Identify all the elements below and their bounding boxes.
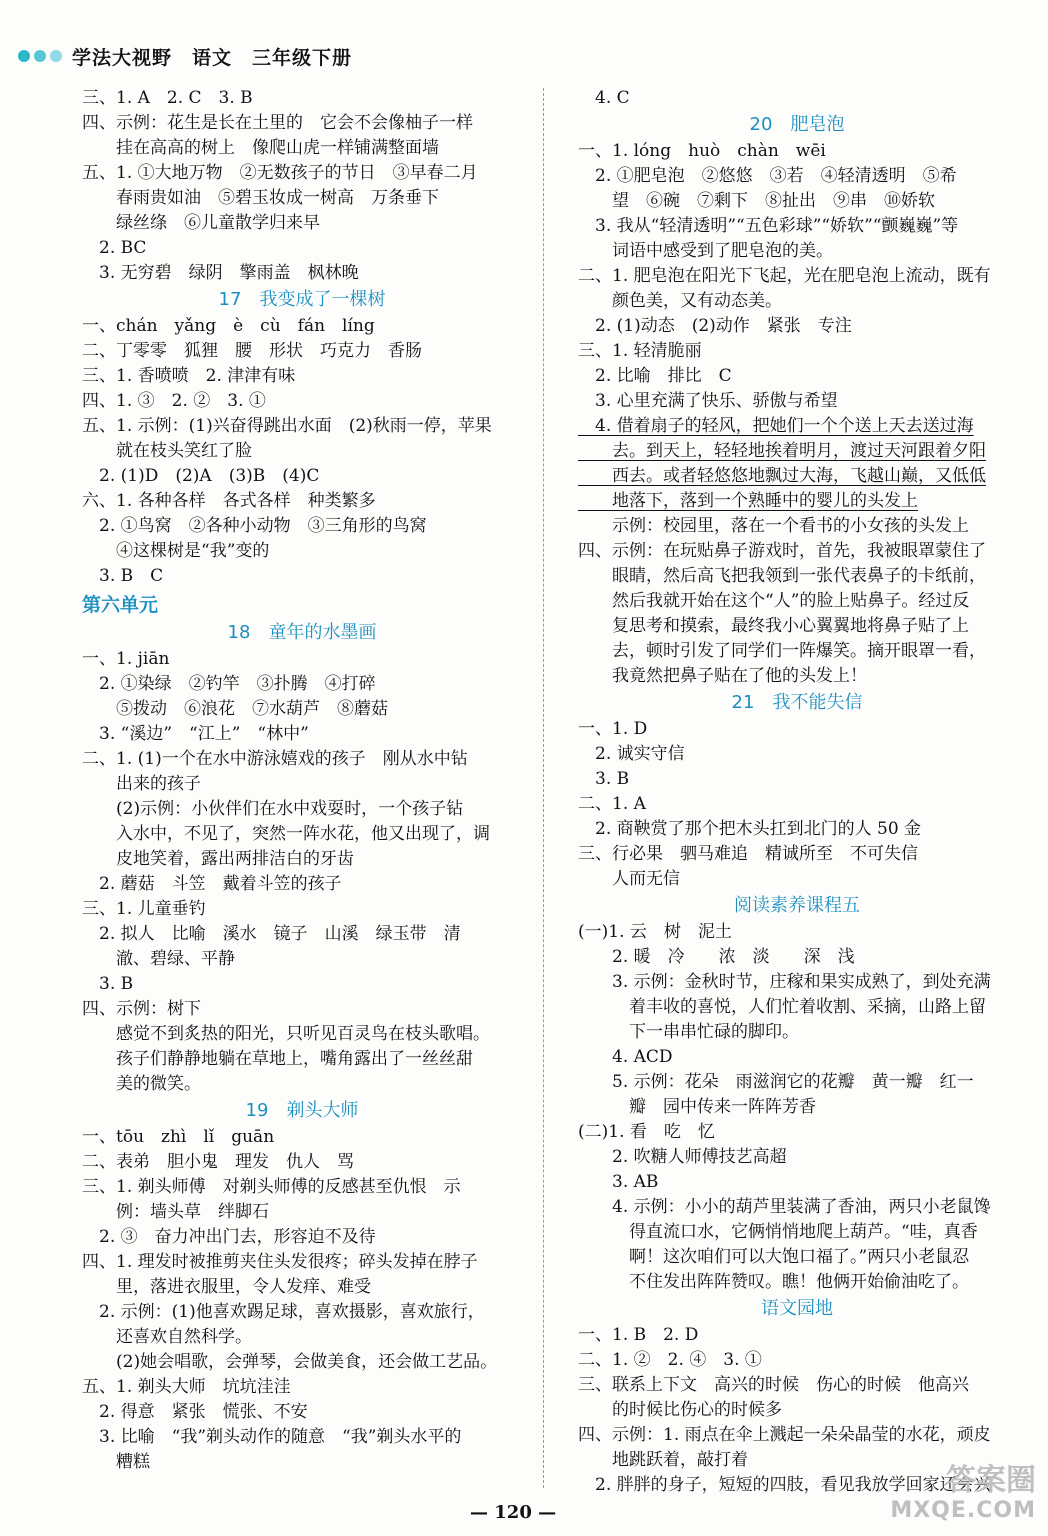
answer-line: 着丰收的喜悦，人们忙着收割、采摘，山路上留 xyxy=(578,997,986,1017)
lesson-title: 19 剃头大师 xyxy=(245,1100,359,1121)
answer-line: 2. 示例：(1)他喜欢踢足球，喜欢摄影，喜欢旅行， xyxy=(82,1302,485,1322)
answer-line: 3. 比喻 “我”剃头动作的随意 “我”剃头水平的 xyxy=(82,1427,462,1447)
lesson-title: 17 我变成了一棵树 xyxy=(218,289,386,310)
answer-line: 2. (1)动态 (2)动作 紧张 专注 xyxy=(578,316,852,336)
answer-line: 4. C xyxy=(578,88,630,108)
lesson-title: 语文园地 xyxy=(761,1298,833,1319)
answer-line: (二)1. 看 吃 忆 xyxy=(578,1122,715,1142)
answer-line: (一)1. 云 树 泥土 xyxy=(578,922,732,942)
answer-line: 三、行必果 驷马难追 精诚所至 不可失信 xyxy=(578,844,918,864)
answer-line: 一、tōu zhì lǐ guān xyxy=(82,1127,275,1147)
answer-line: 绿丝绦 ⑥儿童散学归来早 xyxy=(82,213,320,233)
answer-line: 去，顿时引发了同学们一阵爆笑。摘开眼罩一看， xyxy=(578,641,986,661)
answer-line: 瓣 园中传来一阵阵芳香 xyxy=(578,1097,816,1117)
answer-line: 复思考和摸索，最终我小心翼翼地将鼻子贴了上 xyxy=(578,616,969,636)
answer-line: 二、1. ② 2. ④ 3. ① xyxy=(578,1350,762,1370)
answer-line: 五、1. 示例：(1)兴奋得跳出水面 (2)秋雨一停，苹果 xyxy=(82,416,492,436)
answer-line: 人而无信 xyxy=(578,869,680,889)
answer-line: 3. AB xyxy=(578,1172,659,1192)
answer-line: 一、1. D xyxy=(578,719,648,739)
answer-line: 二、丁零零 狐狸 腰 形状 巧克力 香肠 xyxy=(82,341,422,361)
answer-line: 5. 示例：花朵 雨滋润它的花瓣 黄一瓣 红一 xyxy=(578,1072,974,1092)
answer-line: 3. 无穷碧 绿阴 擎雨盖 枫林晚 xyxy=(82,263,359,283)
answer-line: 三、1. 剃头师傅 对剃头师傅的反感甚至仇恨 示 xyxy=(82,1177,461,1197)
answer-line: 一、1. lóng huò chàn wēi xyxy=(578,141,826,161)
answer-line: 出来的孩子 xyxy=(82,774,201,794)
answer-line: 一、chán yǎng è cù fán líng xyxy=(82,316,375,336)
answer-line: 糟糕 xyxy=(82,1452,150,1472)
answer-line: 挂在高高的树上 像爬山虎一样铺满整面墙 xyxy=(82,138,439,158)
answer-line: 春雨贵如油 ⑤碧玉妆成一树高 万条垂下 xyxy=(82,188,439,208)
watermark-logo xyxy=(890,1463,1036,1526)
answer-line: ④这棵树是“我”变的 xyxy=(82,541,270,561)
answer-line: 我竟然把鼻子贴在了他的头发上！ xyxy=(578,666,867,686)
right-column xyxy=(578,86,1016,1498)
watermark-url: MXQE.COM xyxy=(890,1498,1036,1523)
answer-line: 下一串串忙碌的脚印。 xyxy=(578,1022,799,1042)
answer-line: 的时候比伤心的时候多 xyxy=(578,1400,782,1420)
answer-line: 2. 得意 紧张 慌张、不安 xyxy=(82,1402,308,1422)
answer-line: 2. ①肥皂泡 ②悠悠 ③若 ④轻清透明 ⑤希 xyxy=(578,166,957,186)
answer-line: 3. B xyxy=(578,769,630,789)
column-divider xyxy=(543,88,544,1488)
answer-line: 三、联系上下文 高兴的时候 伤心的时候 他高兴 xyxy=(578,1375,969,1395)
answer-line: 三、1. A 2. C 3. B xyxy=(82,88,253,108)
answer-line: 四、1. ③ 2. ② 3. ① xyxy=(82,391,266,411)
answer-line: 六、1. 各种各样 各式各样 种类繁多 xyxy=(82,491,376,511)
answer-line: 2. ③ 奋力冲出门去，形容迫不及待 xyxy=(82,1227,376,1247)
lesson-title: 阅读素养课程五 xyxy=(734,895,860,916)
answer-line: 二、1. (1)一个在水中游泳嬉戏的孩子 刚从水中钻 xyxy=(82,749,468,769)
page-header xyxy=(18,40,352,72)
answer-line: 眼睛，然后高飞把我领到一张代表鼻子的卡纸前， xyxy=(578,566,986,586)
answer-line: 4. ACD xyxy=(578,1047,673,1067)
answer-line: 地跳跃着，敲打着 xyxy=(578,1450,748,1470)
answer-line: 四、示例：树下 xyxy=(82,999,201,1019)
answer-line: 3. 示例：金秋时节，庄稼和果实成熟了，到处充满 xyxy=(578,972,991,992)
answer-line: 三、1. 儿童垂钓 xyxy=(82,899,206,919)
answer-line: 四、示例：花生是长在土里的 它会不会像柚子一样 xyxy=(82,113,473,133)
lesson-title: 18 童年的水墨画 xyxy=(227,622,377,643)
answer-line: 4. 借着扇子的轻风，把她们一个个送上天去送过海 xyxy=(578,416,974,436)
answer-line: 示例：校园里，落在一个看书的小女孩的头发上 xyxy=(578,516,969,536)
answer-line: 去。到天上，轻轻地挨着明月，渡过天河跟着夕阳 xyxy=(578,441,986,461)
answer-line: 地落下，落到一个熟睡中的婴儿的头发上 xyxy=(578,491,918,511)
answer-line: 二、1. 肥皂泡在阳光下飞起，光在肥皂泡上流动，既有 xyxy=(578,266,991,286)
answer-line: 五、1. 剃头大师 坑坑洼洼 xyxy=(82,1377,291,1397)
answer-line: 澈、碧绿、平静 xyxy=(82,949,235,969)
answer-line: 四、示例：在玩贴鼻子游戏时，首先，我被眼罩蒙住了 xyxy=(578,541,986,561)
answer-line: (2)她会唱歌，会弹琴，会做美食，还会做工艺品。 xyxy=(82,1352,498,1372)
answer-line: 然后我就开始在这个“人”的脸上贴鼻子。经过反 xyxy=(578,591,970,611)
answer-line: 孩子们静静地躺在草地上，嘴角露出了一丝丝甜 xyxy=(82,1049,473,1069)
answer-line: 2. 蘑菇 斗笠 戴着斗笠的孩子 xyxy=(82,874,342,894)
answer-line: ⑤拨动 ⑥浪花 ⑦水葫芦 ⑧蘑菇 xyxy=(82,699,388,719)
answer-line: 颜色美，又有动态美。 xyxy=(578,291,782,311)
answer-line: 2. 比喻 排比 C xyxy=(578,366,732,386)
answer-line: 四、示例：1. 雨点在伞上溅起一朵朵晶莹的水花，顽皮 xyxy=(578,1425,991,1445)
answer-line: 三、1. 轻清脆丽 xyxy=(578,341,702,361)
answer-line: 四、1. 理发时被推剪夹住头发很疼；碎头发掉在脖子 xyxy=(82,1252,478,1272)
answer-line: 2. BC xyxy=(82,238,147,258)
answer-line: 2. 吹糖人师傅技艺高超 xyxy=(578,1147,787,1167)
answer-line: 二、1. A xyxy=(578,794,646,814)
answer-line: 二、表弟 胆小鬼 理发 仇人 骂 xyxy=(82,1152,354,1172)
answer-line: 2. 拟人 比喻 溪水 镜子 山溪 绿玉带 清 xyxy=(82,924,461,944)
answer-line: 3. 心里充满了快乐、骄傲与希望 xyxy=(578,391,838,411)
answer-line: 西去。或者轻悠悠地飘过大海，飞越山巅，又低低 xyxy=(578,466,986,486)
answer-line: 2. 暖 冷 浓 淡 深 浅 xyxy=(578,947,855,967)
answer-line: 2. 诚实守信 xyxy=(578,744,685,764)
answer-line: 2. ①鸟窝 ②各种小动物 ③三角形的鸟窝 xyxy=(82,516,427,536)
answer-line: 美的微笑。 xyxy=(82,1074,201,1094)
answer-line: 得直流口水，它俩悄悄地爬上葫芦。“哇，真香 xyxy=(578,1222,978,1242)
answer-line: 不住发出阵阵赞叹。瞧！他俩开始偷油吃了。 xyxy=(578,1272,969,1292)
answer-line: 词语中感受到了肥皂泡的美。 xyxy=(578,241,833,261)
answer-line: (2)示例：小伙伴们在水中戏耍时，一个孩子钻 xyxy=(82,799,464,819)
header-dots-icon xyxy=(18,50,62,62)
answer-line: 2. (1)D (2)A (3)B (4)C xyxy=(82,466,320,486)
answer-line: 3. 我从“轻清透明”“五色彩球”“娇软”“颤巍巍”等 xyxy=(578,216,959,236)
page-number: — 120 — xyxy=(470,1502,557,1523)
left-column xyxy=(82,86,522,1475)
answer-line: 三、1. 香喷喷 2. 津津有味 xyxy=(82,366,296,386)
answer-line: 3. B xyxy=(82,974,134,994)
answer-line: 一、1. B 2. D xyxy=(578,1325,699,1345)
answer-line: 3. B C xyxy=(82,566,164,586)
answer-line: 望 ⑥碗 ⑦剩下 ⑧扯出 ⑨串 ⑩娇软 xyxy=(578,191,935,211)
answer-line: 4. 示例：小小的葫芦里装满了香油，两只小老鼠馋 xyxy=(578,1197,991,1217)
answer-line: 啊！这次咱们可以大饱口福了。”两只小老鼠忍 xyxy=(578,1247,970,1267)
answer-line: 例：墙头草 绊脚石 xyxy=(82,1202,269,1222)
answer-line: 入水中，不见了，突然一阵水花，他又出现了，调 xyxy=(82,824,490,844)
unit-title: 第六单元 xyxy=(82,594,159,616)
watermark-text: 答案圈 xyxy=(946,1463,1036,1498)
book-title: 学法大视野 语文 三年级下册 xyxy=(72,46,353,69)
lesson-title: 20 肥皂泡 xyxy=(749,114,845,135)
answer-line: 皮地笑着，露出两排洁白的牙齿 xyxy=(82,849,354,869)
answer-line: 3. “溪边” “江上” “林中” xyxy=(82,724,309,744)
answer-line: 还喜欢自然科学。 xyxy=(82,1327,252,1347)
answer-line: 五、1. ①大地万物 ②无数孩子的节日 ③早春二月 xyxy=(82,163,478,183)
answer-line: 一、1. jiān xyxy=(82,649,170,669)
answer-line: 感觉不到炙热的阳光，只听见百灵鸟在枝头歌唱。 xyxy=(82,1024,490,1044)
lesson-title: 21 我不能失信 xyxy=(731,692,863,713)
answer-line: 2. 胖胖的身子，短短的四肢，看见我放学回家还会兴 xyxy=(578,1475,991,1495)
answer-line: 里，落进衣服里，令人发痒、难受 xyxy=(82,1277,371,1297)
answer-line: 2. 商鞅赏了那个把木头扛到北门的人 50 金 xyxy=(578,819,922,839)
answer-line: 就在枝头笑红了脸 xyxy=(82,441,252,461)
answer-line: 2. ①染绿 ②钓竿 ③扑腾 ④打碎 xyxy=(82,674,376,694)
